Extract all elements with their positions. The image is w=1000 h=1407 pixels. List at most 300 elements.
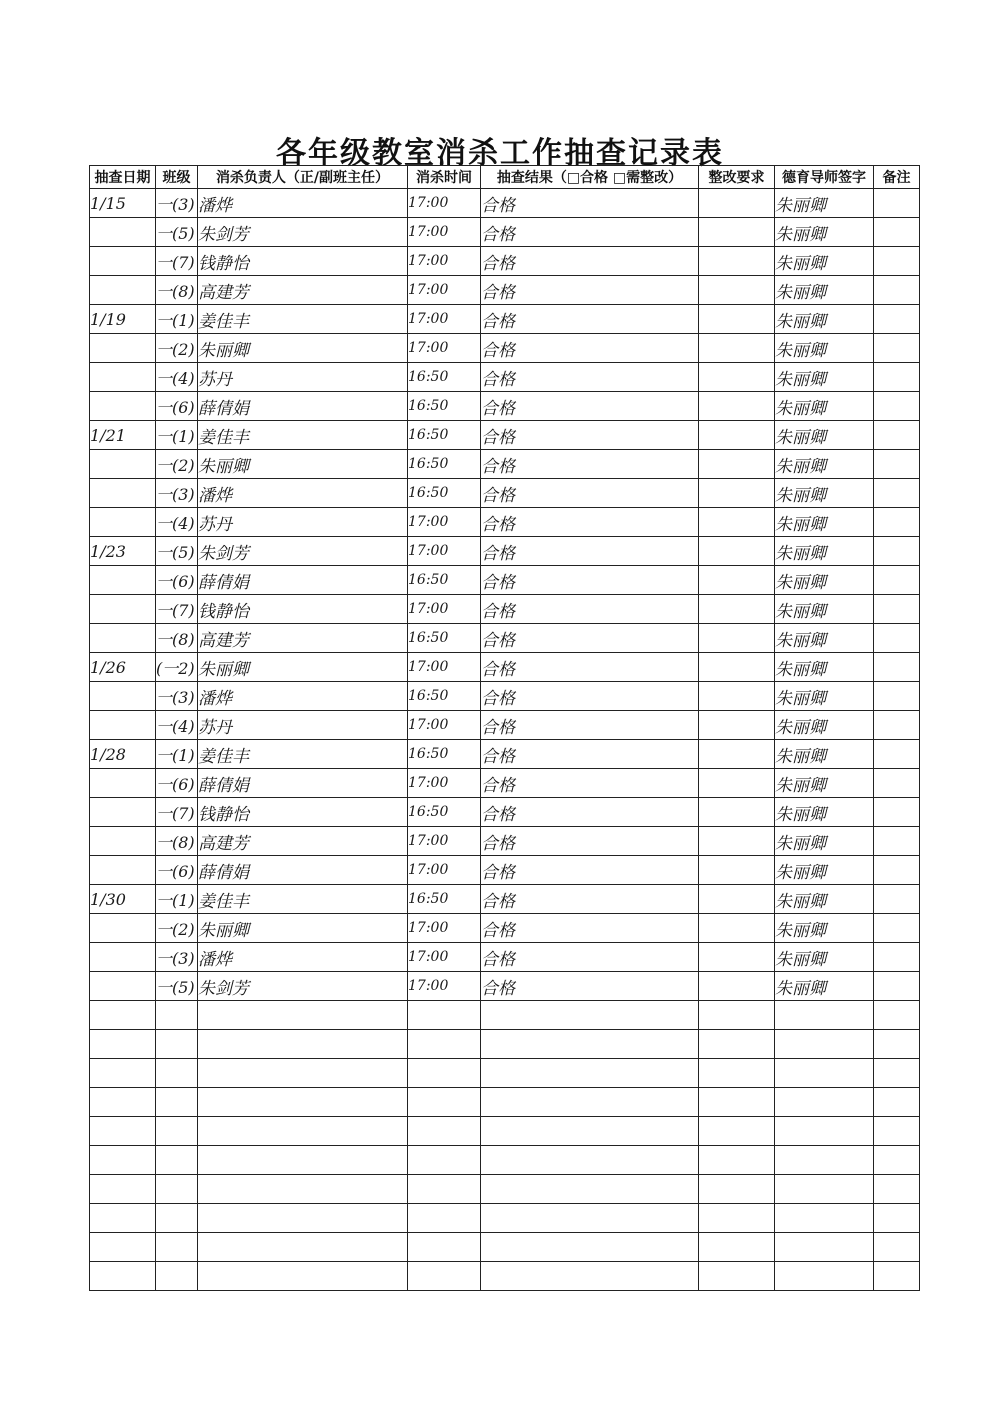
empty-time-cell [408, 1233, 481, 1262]
empty-remedy-cell [699, 1233, 775, 1262]
person-cell: 薛倩娟 [198, 566, 408, 595]
table-row [90, 856, 920, 885]
header-remedy: 整改要求 [699, 166, 775, 189]
note-cell [874, 305, 920, 334]
date-cell: 1/26 [90, 653, 156, 682]
remedy-cell [699, 624, 775, 653]
empty-remedy-cell [699, 1088, 775, 1117]
note-cell [874, 740, 920, 769]
empty-time-cell [408, 1059, 481, 1088]
empty-remedy-cell [699, 1059, 775, 1088]
empty-class-cell [156, 1059, 198, 1088]
time-cell: 16:50 [408, 363, 481, 392]
person-cell: 钱静怡 [198, 798, 408, 827]
remedy-cell [699, 189, 775, 218]
person-cell: 高建芳 [198, 624, 408, 653]
remedy-cell [699, 769, 775, 798]
table-row [90, 595, 920, 624]
table-row [90, 247, 920, 276]
empty-time-cell [408, 1146, 481, 1175]
class-cell: 一(4) [156, 508, 198, 537]
note-cell [874, 450, 920, 479]
remedy-cell [699, 305, 775, 334]
person-cell: 潘烨 [198, 479, 408, 508]
sheet-title: 各年级教室消杀工作抽查记录表 [276, 136, 724, 171]
time-cell: 16:50 [408, 421, 481, 450]
note-cell [874, 189, 920, 218]
empty-time-cell [408, 1204, 481, 1233]
class-cell: 一(1) [156, 885, 198, 914]
remedy-cell [699, 798, 775, 827]
empty-result-cell [481, 1088, 699, 1117]
table-row [90, 943, 920, 972]
class-cell: 一(6) [156, 392, 198, 421]
result-cell: 合格 [481, 276, 699, 305]
class-cell: 一(4) [156, 711, 198, 740]
signature-cell: 朱丽卿 [775, 508, 874, 537]
empty-note-cell [874, 1001, 920, 1030]
blank-row [90, 1088, 920, 1117]
empty-result-cell [481, 1059, 699, 1088]
time-cell: 16:50 [408, 392, 481, 421]
empty-date-cell [90, 1059, 156, 1088]
header-date: 抽查日期 [90, 166, 156, 189]
person-cell: 薛倩娟 [198, 392, 408, 421]
result-cell: 合格 [481, 624, 699, 653]
class-cell: 一(3) [156, 682, 198, 711]
signature-cell: 朱丽卿 [775, 537, 874, 566]
class-cell: 一(5) [156, 218, 198, 247]
table-row [90, 624, 920, 653]
date-cell [90, 276, 156, 305]
result-cell: 合格 [481, 885, 699, 914]
header-signature: 德育导师签字 [775, 166, 874, 189]
signature-cell: 朱丽卿 [775, 682, 874, 711]
blank-row [90, 1146, 920, 1175]
empty-class-cell [156, 1088, 198, 1117]
remedy-cell [699, 450, 775, 479]
result-cell: 合格 [481, 363, 699, 392]
note-cell [874, 769, 920, 798]
note-cell [874, 276, 920, 305]
empty-date-cell [90, 1146, 156, 1175]
remedy-cell [699, 682, 775, 711]
class-cell: 一(6) [156, 769, 198, 798]
empty-time-cell [408, 1088, 481, 1117]
blank-row [90, 1233, 920, 1262]
person-cell: 苏丹 [198, 711, 408, 740]
empty-person-cell [198, 1117, 408, 1146]
note-cell [874, 885, 920, 914]
person-cell: 朱丽卿 [198, 450, 408, 479]
signature-cell: 朱丽卿 [775, 856, 874, 885]
class-cell: (一2) [156, 653, 198, 682]
person-cell: 姜佳丰 [198, 305, 408, 334]
empty-signature-cell [775, 1262, 874, 1291]
header-class: 班级 [156, 166, 198, 189]
signature-cell: 朱丽卿 [775, 740, 874, 769]
result-cell: 合格 [481, 740, 699, 769]
class-cell: 一(7) [156, 595, 198, 624]
table-row [90, 218, 920, 247]
table-row [90, 972, 920, 1001]
empty-date-cell [90, 1262, 156, 1291]
remedy-cell [699, 856, 775, 885]
result-cell: 合格 [481, 769, 699, 798]
empty-class-cell [156, 1175, 198, 1204]
date-cell [90, 914, 156, 943]
result-cell: 合格 [481, 247, 699, 276]
person-cell: 朱剑芳 [198, 218, 408, 247]
date-cell: 1/28 [90, 740, 156, 769]
date-cell: 1/30 [90, 885, 156, 914]
date-cell [90, 334, 156, 363]
empty-note-cell [874, 1059, 920, 1088]
empty-remedy-cell [699, 1001, 775, 1030]
signature-cell: 朱丽卿 [775, 595, 874, 624]
person-cell: 苏丹 [198, 363, 408, 392]
empty-result-cell [481, 1175, 699, 1204]
person-cell: 姜佳丰 [198, 421, 408, 450]
time-cell: 17:00 [408, 189, 481, 218]
empty-signature-cell [775, 1146, 874, 1175]
result-cell: 合格 [481, 914, 699, 943]
date-cell: 1/21 [90, 421, 156, 450]
signature-cell: 朱丽卿 [775, 827, 874, 856]
table-row [90, 189, 920, 218]
note-cell [874, 682, 920, 711]
empty-time-cell [408, 1030, 481, 1059]
empty-result-cell [481, 1262, 699, 1291]
note-cell [874, 856, 920, 885]
remedy-cell [699, 885, 775, 914]
empty-result-cell [481, 1233, 699, 1262]
signature-cell: 朱丽卿 [775, 885, 874, 914]
time-cell: 17:00 [408, 305, 481, 334]
empty-result-cell [481, 1117, 699, 1146]
date-cell [90, 682, 156, 711]
time-cell: 17:00 [408, 914, 481, 943]
empty-date-cell [90, 1030, 156, 1059]
date-cell [90, 943, 156, 972]
empty-signature-cell [775, 1117, 874, 1146]
class-cell: 一(6) [156, 566, 198, 595]
class-cell: 一(2) [156, 334, 198, 363]
class-cell: 一(6) [156, 856, 198, 885]
table-row [90, 363, 920, 392]
date-cell [90, 392, 156, 421]
time-cell: 16:50 [408, 624, 481, 653]
empty-date-cell [90, 1001, 156, 1030]
empty-note-cell [874, 1204, 920, 1233]
signature-cell: 朱丽卿 [775, 653, 874, 682]
table-row [90, 421, 920, 450]
class-cell: 一(8) [156, 624, 198, 653]
remedy-cell [699, 334, 775, 363]
time-cell: 16:50 [408, 798, 481, 827]
class-cell: 一(7) [156, 798, 198, 827]
date-cell [90, 624, 156, 653]
empty-class-cell [156, 1233, 198, 1262]
inspection-table [89, 165, 920, 1291]
time-cell: 17:00 [408, 595, 481, 624]
result-cell: 合格 [481, 537, 699, 566]
remedy-cell [699, 421, 775, 450]
date-cell [90, 798, 156, 827]
table-row [90, 537, 920, 566]
time-cell: 17:00 [408, 711, 481, 740]
empty-date-cell [90, 1175, 156, 1204]
person-cell: 薛倩娟 [198, 856, 408, 885]
date-cell: 1/23 [90, 537, 156, 566]
time-cell: 16:50 [408, 566, 481, 595]
note-cell [874, 914, 920, 943]
time-cell: 17:00 [408, 856, 481, 885]
empty-class-cell [156, 1117, 198, 1146]
time-cell: 17:00 [408, 943, 481, 972]
signature-cell: 朱丽卿 [775, 769, 874, 798]
empty-note-cell [874, 1175, 920, 1204]
class-cell: 一(7) [156, 247, 198, 276]
empty-note-cell [874, 1233, 920, 1262]
empty-remedy-cell [699, 1204, 775, 1233]
table-row [90, 798, 920, 827]
remedy-cell [699, 479, 775, 508]
empty-signature-cell [775, 1030, 874, 1059]
date-cell [90, 363, 156, 392]
blank-row [90, 1117, 920, 1146]
signature-cell: 朱丽卿 [775, 218, 874, 247]
table-row [90, 682, 920, 711]
class-cell: 一(3) [156, 189, 198, 218]
empty-note-cell [874, 1262, 920, 1291]
table-row [90, 508, 920, 537]
time-cell: 17:00 [408, 218, 481, 247]
table-row [90, 334, 920, 363]
note-cell [874, 711, 920, 740]
table-row [90, 769, 920, 798]
note-cell [874, 624, 920, 653]
time-cell: 17:00 [408, 537, 481, 566]
date-cell: 1/19 [90, 305, 156, 334]
class-cell: 一(4) [156, 363, 198, 392]
signature-cell: 朱丽卿 [775, 247, 874, 276]
date-cell [90, 827, 156, 856]
table-body [90, 189, 920, 1291]
empty-time-cell [408, 1175, 481, 1204]
result-cell: 合格 [481, 479, 699, 508]
class-cell: 一(8) [156, 827, 198, 856]
empty-person-cell [198, 1233, 408, 1262]
empty-signature-cell [775, 1059, 874, 1088]
date-cell [90, 595, 156, 624]
date-cell [90, 218, 156, 247]
date-cell [90, 479, 156, 508]
blank-row [90, 1204, 920, 1233]
result-cell: 合格 [481, 305, 699, 334]
empty-result-cell [481, 1030, 699, 1059]
result-cell: 合格 [481, 334, 699, 363]
header-result: 抽查结果（□合格 □需整改） [481, 166, 699, 189]
table-row [90, 885, 920, 914]
remedy-cell [699, 972, 775, 1001]
signature-cell: 朱丽卿 [775, 972, 874, 1001]
result-cell: 合格 [481, 421, 699, 450]
remedy-cell [699, 595, 775, 624]
class-cell: 一(1) [156, 421, 198, 450]
time-cell: 16:50 [408, 479, 481, 508]
table-row [90, 740, 920, 769]
empty-note-cell [874, 1146, 920, 1175]
signature-cell: 朱丽卿 [775, 305, 874, 334]
empty-class-cell [156, 1262, 198, 1291]
empty-signature-cell [775, 1088, 874, 1117]
remedy-cell [699, 276, 775, 305]
header-note: 备注 [874, 166, 920, 189]
result-cell: 合格 [481, 218, 699, 247]
empty-time-cell [408, 1262, 481, 1291]
person-cell: 潘烨 [198, 943, 408, 972]
signature-cell: 朱丽卿 [775, 421, 874, 450]
signature-cell: 朱丽卿 [775, 334, 874, 363]
time-cell: 17:00 [408, 276, 481, 305]
table-row [90, 276, 920, 305]
date-cell: 1/15 [90, 189, 156, 218]
date-cell [90, 972, 156, 1001]
date-cell [90, 769, 156, 798]
empty-result-cell [481, 1001, 699, 1030]
remedy-cell [699, 943, 775, 972]
empty-signature-cell [775, 1233, 874, 1262]
note-cell [874, 508, 920, 537]
date-cell [90, 247, 156, 276]
table-row [90, 450, 920, 479]
time-cell: 17:00 [408, 247, 481, 276]
person-cell: 苏丹 [198, 508, 408, 537]
remedy-cell [699, 218, 775, 247]
empty-result-cell [481, 1146, 699, 1175]
blank-row [90, 1175, 920, 1204]
result-cell: 合格 [481, 392, 699, 421]
time-cell: 17:00 [408, 972, 481, 1001]
empty-note-cell [874, 1088, 920, 1117]
class-cell: 一(1) [156, 740, 198, 769]
remedy-cell [699, 711, 775, 740]
remedy-cell [699, 247, 775, 276]
empty-person-cell [198, 1204, 408, 1233]
signature-cell: 朱丽卿 [775, 276, 874, 305]
empty-remedy-cell [699, 1117, 775, 1146]
time-cell: 17:00 [408, 769, 481, 798]
empty-person-cell [198, 1059, 408, 1088]
person-cell: 薛倩娟 [198, 769, 408, 798]
note-cell [874, 595, 920, 624]
empty-person-cell [198, 1088, 408, 1117]
signature-cell: 朱丽卿 [775, 624, 874, 653]
signature-cell: 朱丽卿 [775, 943, 874, 972]
empty-date-cell [90, 1117, 156, 1146]
signature-cell: 朱丽卿 [775, 914, 874, 943]
note-cell [874, 479, 920, 508]
empty-signature-cell [775, 1204, 874, 1233]
note-cell [874, 827, 920, 856]
empty-person-cell [198, 1146, 408, 1175]
empty-class-cell [156, 1204, 198, 1233]
class-cell: 一(5) [156, 972, 198, 1001]
empty-time-cell [408, 1117, 481, 1146]
empty-note-cell [874, 1030, 920, 1059]
class-cell: 一(2) [156, 450, 198, 479]
result-cell: 合格 [481, 189, 699, 218]
result-cell: 合格 [481, 566, 699, 595]
empty-date-cell [90, 1088, 156, 1117]
person-cell: 朱丽卿 [198, 334, 408, 363]
date-cell [90, 566, 156, 595]
table-row [90, 914, 920, 943]
remedy-cell [699, 914, 775, 943]
empty-person-cell [198, 1262, 408, 1291]
empty-person-cell [198, 1175, 408, 1204]
table-row [90, 479, 920, 508]
date-cell [90, 711, 156, 740]
result-cell: 合格 [481, 856, 699, 885]
empty-date-cell [90, 1204, 156, 1233]
header-time: 消杀时间 [408, 166, 481, 189]
result-cell: 合格 [481, 595, 699, 624]
time-cell: 16:50 [408, 450, 481, 479]
empty-remedy-cell [699, 1175, 775, 1204]
empty-remedy-cell [699, 1262, 775, 1291]
note-cell [874, 247, 920, 276]
empty-signature-cell [775, 1001, 874, 1030]
header-row [90, 166, 920, 189]
table-row [90, 305, 920, 334]
remedy-cell [699, 363, 775, 392]
empty-time-cell [408, 1001, 481, 1030]
note-cell [874, 566, 920, 595]
time-cell: 17:00 [408, 334, 481, 363]
empty-signature-cell [775, 1175, 874, 1204]
class-cell: 一(3) [156, 943, 198, 972]
table-row [90, 827, 920, 856]
empty-remedy-cell [699, 1146, 775, 1175]
class-cell: 一(1) [156, 305, 198, 334]
result-cell: 合格 [481, 943, 699, 972]
remedy-cell [699, 508, 775, 537]
remedy-cell [699, 566, 775, 595]
table-row [90, 566, 920, 595]
class-cell: 一(5) [156, 537, 198, 566]
remedy-cell [699, 653, 775, 682]
class-cell: 一(2) [156, 914, 198, 943]
empty-person-cell [198, 1001, 408, 1030]
result-cell: 合格 [481, 827, 699, 856]
result-cell: 合格 [481, 653, 699, 682]
person-cell: 钱静怡 [198, 595, 408, 624]
signature-cell: 朱丽卿 [775, 798, 874, 827]
empty-person-cell [198, 1030, 408, 1059]
result-cell: 合格 [481, 508, 699, 537]
signature-cell: 朱丽卿 [775, 392, 874, 421]
result-cell: 合格 [481, 450, 699, 479]
result-cell: 合格 [481, 798, 699, 827]
class-cell: 一(8) [156, 276, 198, 305]
table-row [90, 392, 920, 421]
person-cell: 姜佳丰 [198, 885, 408, 914]
signature-cell: 朱丽卿 [775, 189, 874, 218]
empty-class-cell [156, 1030, 198, 1059]
signature-cell: 朱丽卿 [775, 566, 874, 595]
